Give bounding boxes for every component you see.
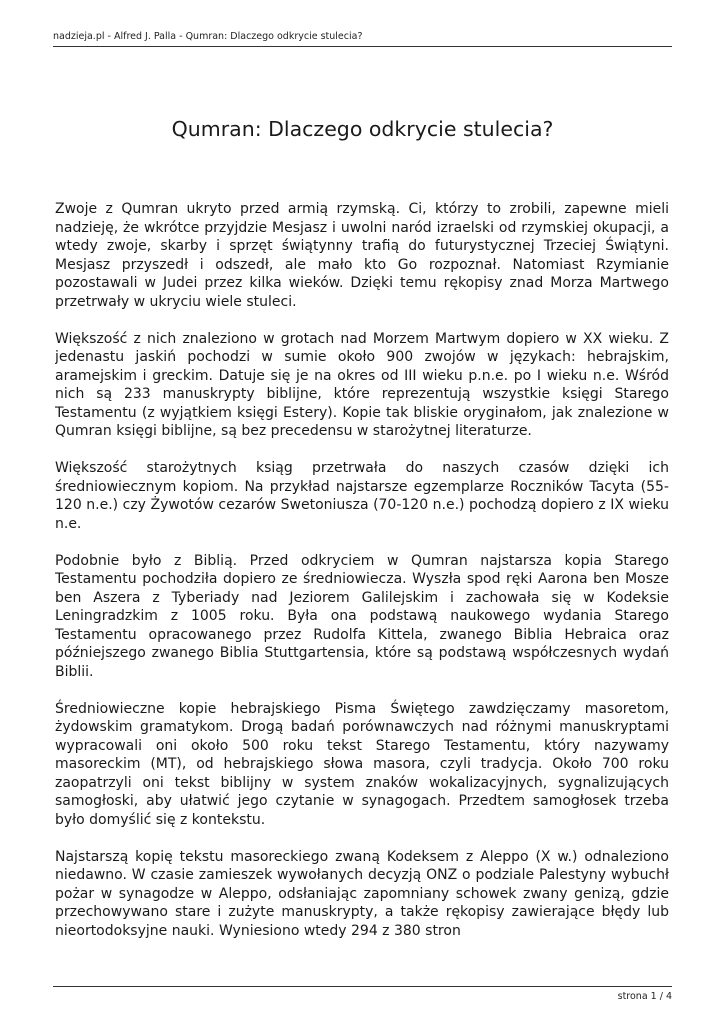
- header-divider: [53, 46, 672, 47]
- paragraph-1: Zwoje z Qumran ukryto przed armią rzymską. Ci, którzy to zrobili, zapewne mieli nadzieję, że wkrótce przyjdzie Mesjasz i uwolni naród izraelski od rzymskiej okupacji, a wtedy zwoje, skarby i sprzęt świątynny trafią do futurystycznej Trzeciej Świątyni. Mesjasz przyszedł i odszedł, ale mało kto Go rozpoznał. Natomiast Rzymianie pozostawali w Judei przez kilka wieków. Dzięki temu rękopisy znad Morza Martwego przetrwały w ukryciu wiele stuleci.: [55, 201, 669, 310]
- paragraph-5: Średniowieczne kopie hebrajskiego Pisma Świętego zawdzięczamy masoretom, żydowskim gramatykom. Drogą badań porównawczych nad różnymi manuskryptami wypracowali oni około 500 roku tekst Starego Testamentu, który nazywamy masoreckim (MT), od hebrajskiego słowa masora, czyli tradycja. Około 700 roku zaopatrzyli oni tekst biblijny w system znaków wokalizacyjnych, sygnalizujących samogłoski, aby ułatwić jego czytanie w synagogach. Przedtem samogłosek trzeba było domyślić się z kontekstu.: [55, 700, 669, 828]
- article-body: [55, 200, 669, 952]
- paragraph-4: Podobnie było z Biblią. Przed odkryciem w Qumran najstarsza kopia Starego Testamentu pochodziła dopiero ze średniowiecza. Wyszła spod ręki Aarona ben Mosze ben Aszera z Tyberiady nad Jeziorem Galilejskim i zachowała się w Kodeksie Leningradzkim z 1005 roku. Była ona podstawą naukowego wydania Starego Testamentu opracowanego przez Rudolfa Kittela, zwanego Biblia Hebraica oraz późniejszego zwanego Biblia Stuttgartensia, które są podstawą współczesnych wydań Biblii.: [55, 552, 669, 680]
- page-number: strona 1 / 4: [617, 991, 672, 1002]
- running-header: nadzieja.pl - Alfred J. Palla - Qumran: Dlaczego odkrycie stulecia?: [53, 31, 363, 42]
- article-title: Qumran: Dlaczego odkrycie stulecia?: [171, 117, 554, 141]
- footer-divider: [53, 986, 672, 987]
- paragraph-6: Najstarszą kopię tekstu masoreckiego zwaną Kodeksem z Aleppo (X w.) odnaleziono niedawno. W czasie zamieszek wywołanych decyzją ONZ o podziale Palestyny wybuchł pożar w synagodze w Aleppo, odsłaniając zapomniany schowek zwany genizą, gdzie przechowywano stare i zużyte manuskrypty, a także rękopisy zawierające błędy lub nieortodoksyjne nauki. Wyniesiono wtedy 294 z 380 stron: [55, 848, 669, 939]
- paragraph-3: Większość starożytnych ksiąg przetrwała do naszych czasów dzięki ich średniowiecznym kopiom. Na przykład najstarsze egzemplarze Roczników Tacyta (55-120 n.e.) czy Żywotów cezarów Swetoniusza (70-120 n.e.) pochodzą dopiero z IX wieku n.e.: [55, 460, 669, 532]
- paragraph-2: Większość z nich znaleziono w grotach nad Morzem Martwym dopiero w XX wieku. Z jedenastu jaskiń pochodzi w sumie około 900 zwojów w językach: hebrajskim, aramejskim i greckim. Datuje się je na okres od III wieku p.n.e. po I wieku n.e. Wśród nich są 233 manuskrypty biblijne, które reprezentują wszystkie księgi Starego Testamentu (z wyjątkiem księgi Estery). Kopie tak bliskie oryginałom, jak znalezione w Qumran księgi biblijne, są bez precedensu w starożytnej literaturze.: [55, 330, 669, 439]
